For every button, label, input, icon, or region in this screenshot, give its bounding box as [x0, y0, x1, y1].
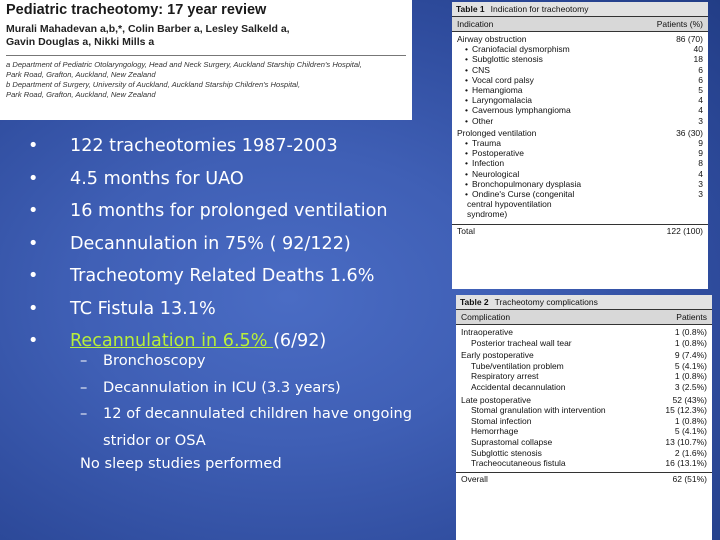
row-value: 52 (43%)	[672, 394, 707, 405]
bullet-dot: •	[28, 201, 39, 221]
bullet-dot: •	[28, 266, 39, 286]
table-row	[452, 116, 708, 126]
row-label: • Neurological	[457, 169, 519, 179]
row-value: 9	[698, 138, 703, 149]
row-label: Airway obstruction	[457, 34, 527, 44]
table-label: Table 2	[460, 297, 489, 307]
affiliations	[6, 60, 406, 100]
column-header: Indication	[457, 19, 494, 29]
article-title: Pediatric tracheotomy: 17 year review	[6, 2, 267, 18]
column-header: Patients (%)	[656, 19, 703, 29]
row-value: 9 (7.4%)	[674, 350, 707, 361]
bullet-dot: •	[28, 168, 39, 189]
bullet-item	[28, 293, 388, 326]
table-row	[452, 148, 708, 158]
table-row	[452, 95, 708, 105]
overall-label: Overall	[461, 473, 488, 484]
bullet-item	[28, 163, 388, 196]
row-label: • Subglottic stenosis	[457, 54, 543, 64]
table-caption	[452, 2, 708, 17]
row-value: 9	[698, 148, 703, 159]
row-label: Tracheocutaneous fistula	[471, 458, 566, 469]
bullet-text: TC Fistula 13.1%	[70, 298, 216, 319]
table-caption-text: Tracheotomy complications	[494, 297, 598, 307]
recannulation-link[interactable]: Recannulation in 6.5%	[70, 331, 274, 351]
row-label: • Craniofacial dysmorphism	[457, 44, 570, 54]
row-label: • CNS	[457, 65, 490, 75]
row-label: Tube/ventilation problem	[471, 360, 564, 371]
table-row	[452, 189, 708, 199]
row-value: 6	[698, 64, 703, 75]
bullet-text: 122 tracheotomies 1987-2003	[70, 136, 338, 156]
sub-bullet-dash: –	[80, 352, 88, 369]
bullet-item	[28, 260, 388, 293]
bullet-dot: •	[28, 233, 39, 254]
row-value: 4	[698, 95, 703, 106]
row-label: • Vocal cord palsy	[457, 75, 534, 85]
table-row	[452, 105, 708, 115]
table-header	[456, 310, 712, 325]
sub-bullet-dash: –	[80, 405, 88, 422]
row-value: 3	[698, 189, 703, 200]
table-row	[456, 327, 712, 338]
table-row	[456, 416, 712, 427]
table-indications	[452, 2, 708, 289]
row-value: 4	[698, 168, 703, 179]
row-value: 18	[693, 54, 703, 65]
table-row	[456, 371, 712, 382]
row-label: • Trauma	[457, 138, 501, 148]
table-body	[452, 34, 708, 220]
table-row	[452, 158, 708, 168]
bullet-text: (6/92)	[273, 331, 327, 351]
authors-line-1: Murali Mahadevan a,b,*, Colin Barber a, Lesley Salkeld a,	[6, 23, 290, 35]
sub-bullet-text: Decannulation in ICU (3.3 years)	[103, 378, 341, 396]
row-value: 5	[698, 85, 703, 96]
sub-bullet-list	[80, 348, 412, 454]
affiliation-line: Park Road, Grafton, Auckland, New Zealand	[6, 90, 156, 99]
sub-bullet-item	[80, 348, 412, 375]
column-header: Complication	[461, 312, 511, 322]
sub-bullet-dash: –	[80, 378, 88, 396]
table-row	[452, 199, 708, 209]
table-row	[456, 382, 712, 393]
bullet-list	[28, 130, 388, 358]
row-label: • Postoperative	[457, 148, 524, 158]
sub-bullet-item	[80, 375, 412, 402]
total-value: 122 (100)	[666, 225, 703, 236]
row-label: • Ondine's Curse (congenital	[457, 189, 574, 199]
table-row	[456, 426, 712, 437]
row-label: Stomal infection	[471, 415, 532, 426]
row-label: • Infection	[457, 158, 504, 168]
sub-bullet-text: Bronchoscopy	[103, 352, 206, 369]
bullet-item	[28, 130, 388, 163]
table-row	[456, 395, 712, 406]
sub-bullet-continuation: stridor or OSA	[103, 431, 206, 449]
table-total-row	[452, 224, 708, 236]
row-value: 3 (2.5%)	[674, 381, 707, 392]
row-value: 16 (13.1%)	[665, 458, 707, 469]
table-row	[456, 361, 712, 372]
table-row	[452, 75, 708, 85]
table-label: Table 1	[456, 4, 485, 14]
row-label: • Other	[457, 116, 493, 126]
table-row	[452, 169, 708, 179]
row-label: Late postoperative	[461, 394, 531, 405]
total-label: Total	[457, 225, 475, 236]
row-label: Intraoperative	[461, 327, 513, 337]
table-body	[456, 327, 712, 469]
row-label: • Cavernous lymphangioma	[457, 105, 571, 115]
table-row	[452, 128, 708, 138]
table-header	[452, 17, 708, 32]
table-row	[456, 437, 712, 448]
column-header: Patients	[676, 312, 707, 322]
table-row	[456, 448, 712, 459]
row-label: Subglottic stenosis	[471, 447, 542, 458]
authors-line-2: Gavin Douglas a, Nikki Mills a	[6, 36, 155, 48]
row-label: Hemorrhage	[471, 426, 519, 437]
row-label: central hypoventilation	[467, 199, 552, 210]
row-value: 5 (4.1%)	[674, 360, 707, 371]
note-text: No sleep studies performed	[80, 455, 282, 472]
row-value: 1 (0.8%)	[674, 371, 707, 382]
bullet-text: Tracheotomy Related Deaths 1.6%	[70, 266, 375, 286]
row-label: • Hemangioma	[457, 85, 523, 95]
row-label: Respiratory arrest	[471, 371, 539, 382]
bullet-text: Decannulation in 75% ( 92/122)	[70, 233, 351, 254]
affiliation-line: a Department of Pediatric Otolaryngology, Head and Neck Surgery, Auckland Starship Children's Hospital,	[6, 60, 362, 69]
table-row	[452, 138, 708, 148]
bullet-dot: •	[28, 331, 39, 351]
row-value: 1 (0.8%)	[674, 415, 707, 426]
overall-value: 62 (51%)	[672, 473, 707, 484]
row-value: 6	[698, 74, 703, 85]
bullet-item	[28, 195, 388, 228]
table-row	[452, 179, 708, 189]
bullet-text: 4.5 months for UAO	[70, 168, 244, 189]
row-value: 5 (4.1%)	[674, 426, 707, 437]
divider	[6, 55, 406, 56]
table-row	[452, 54, 708, 64]
bullet-dot: •	[28, 136, 39, 156]
row-value: 1 (0.8%)	[674, 327, 707, 337]
row-value: 15 (12.3%)	[665, 405, 707, 416]
affiliation-line: Park Road, Grafton, Auckland, New Zealand	[6, 70, 156, 79]
row-label: Posterior tracheal wall tear	[471, 337, 572, 348]
authors	[6, 23, 406, 49]
table-row	[452, 34, 708, 44]
table-row	[452, 209, 708, 219]
table-overall-row	[456, 472, 712, 484]
row-value: 13 (10.7%)	[665, 436, 707, 447]
row-label: • Laryngomalacia	[457, 95, 532, 105]
row-value: 86 (70)	[676, 34, 703, 44]
row-value: 8	[698, 158, 703, 169]
affiliation-line: b Department of Surgery, University of Auckland, Auckland Starship Children's Hospital,	[6, 80, 301, 89]
sub-bullet-text: 12 of decannulated children have ongoing	[103, 405, 413, 422]
row-label: • Bronchopulmonary dysplasia	[457, 179, 581, 189]
table-row	[456, 458, 712, 469]
table-caption-text: Indication for tracheotomy	[490, 4, 589, 14]
table-row	[452, 85, 708, 95]
row-value: 40	[693, 44, 703, 55]
row-value: 3	[698, 115, 703, 126]
row-value: 36 (30)	[676, 127, 703, 138]
row-label: Suprastomal collapse	[471, 436, 553, 447]
table-row	[456, 405, 712, 416]
bullet-dot: •	[28, 298, 39, 319]
bullet-text: 16 months for prolonged ventilation	[70, 201, 388, 221]
bullet-item	[28, 228, 388, 261]
row-label: Accidental decannulation	[471, 381, 566, 392]
row-label: syndrome)	[467, 209, 508, 220]
sub-bullet-item	[80, 401, 412, 428]
table-row	[452, 44, 708, 54]
table-row	[452, 65, 708, 75]
table-row	[456, 350, 712, 361]
table-complications	[456, 295, 712, 540]
table-caption	[456, 295, 712, 310]
row-value: 2 (1.6%)	[674, 447, 707, 458]
row-label: Prolonged ventilation	[457, 127, 537, 138]
row-label: Early postoperative	[461, 350, 534, 361]
table-row	[456, 338, 712, 349]
row-label: Stomal granulation with intervention	[471, 405, 606, 416]
row-value: 4	[698, 105, 703, 116]
article-header	[0, 0, 412, 120]
row-value: 1 (0.8%)	[674, 337, 707, 348]
row-value: 3	[698, 178, 703, 189]
